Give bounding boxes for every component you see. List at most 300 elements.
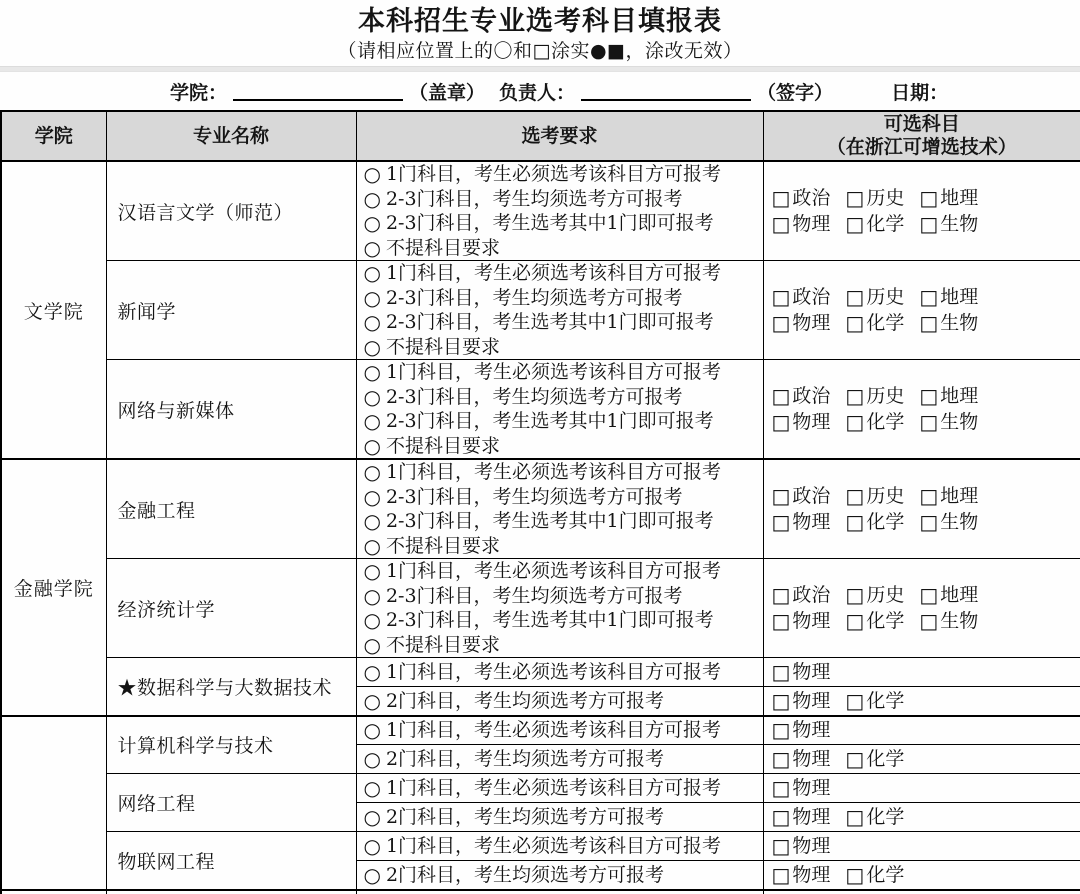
subject-item xyxy=(772,777,831,799)
requirement-option xyxy=(364,187,763,212)
requirement-text: 1门科目，考生必须选考该科目方可报考 xyxy=(385,834,722,857)
requirement-cell xyxy=(356,658,763,687)
subject-item xyxy=(919,213,978,235)
requirement-option xyxy=(364,747,763,772)
requirement-text: 2-3门科目，考生选考其中1门即可报考 xyxy=(385,510,714,532)
subject-label: 地理 xyxy=(940,187,979,209)
checkbox-icon[interactable]: □ xyxy=(845,484,865,508)
subject-label: 物理 xyxy=(792,411,831,433)
subject-item xyxy=(845,213,904,235)
subjects-cell xyxy=(763,832,1080,861)
subject-label: 化学 xyxy=(866,610,905,632)
requirement-cell xyxy=(356,687,763,716)
subjects-cell xyxy=(763,559,1080,658)
checkbox-icon[interactable]: □ xyxy=(919,484,939,508)
title-block xyxy=(0,0,1080,66)
radio-circle-icon[interactable]: ○ xyxy=(363,162,381,186)
requirement-option xyxy=(364,608,763,633)
requirement-option xyxy=(364,509,763,534)
checkbox-icon[interactable]: □ xyxy=(919,186,939,210)
requirement-text: 2-3门科目，考生选考其中1门即可报考 xyxy=(385,311,714,333)
requirement-text: 不提科目要求 xyxy=(385,434,500,457)
major-name-cell: 计算机科学与技术 xyxy=(106,716,356,774)
radio-circle-icon[interactable]: ○ xyxy=(363,559,381,583)
subjects-line xyxy=(772,804,1080,830)
subject-item xyxy=(845,584,904,606)
requirement-cell xyxy=(356,832,763,861)
subjects-line xyxy=(772,310,1080,336)
requirement-text: 2-3门科目，考生选考其中1门即可报考 xyxy=(385,410,714,432)
requirement-option xyxy=(364,335,763,360)
requirement-option xyxy=(364,776,763,801)
subjects-line xyxy=(772,659,1080,685)
subjects-cell xyxy=(763,261,1080,360)
requirement-text: 1门科目，考生必须选考该科目方可报考 xyxy=(385,560,722,582)
requirement-option xyxy=(364,286,763,311)
subjects-cell xyxy=(763,459,1080,559)
checkbox-icon[interactable]: □ xyxy=(919,583,939,607)
checkbox-icon[interactable]: □ xyxy=(771,776,791,800)
requirement-text: 1门科目，考生必须选考该科目方可报考 xyxy=(385,163,722,185)
requirement-text: 1门科目，考生必须选考该科目方可报考 xyxy=(385,461,722,483)
requirement-text: 不提科目要求 xyxy=(385,335,500,358)
header-subjects-line1: 可选科目 xyxy=(883,113,960,135)
subject-label: 物理 xyxy=(792,610,831,632)
subject-label: 生物 xyxy=(940,213,979,235)
subject-item xyxy=(772,835,831,857)
subject-item xyxy=(845,864,904,886)
header-requirement: 选考要求 xyxy=(356,111,763,161)
checkbox-icon[interactable]: □ xyxy=(771,311,791,335)
subject-item xyxy=(772,748,831,770)
checkbox-icon[interactable]: □ xyxy=(845,609,865,633)
header-subjects xyxy=(763,111,1080,161)
requirement-cell xyxy=(356,890,763,894)
requirement-text: 2-3门科目，考生选考其中1门即可报考 xyxy=(385,212,714,234)
subject-label: 生物 xyxy=(940,411,979,433)
requirement-cell xyxy=(356,360,763,460)
major-name-cell: 经济统计学 xyxy=(106,559,356,658)
checkbox-icon[interactable]: □ xyxy=(845,510,865,534)
table-row xyxy=(1,459,1080,559)
subjects-line xyxy=(772,833,1080,859)
radio-circle-icon[interactable]: ○ xyxy=(363,409,381,433)
subject-item xyxy=(772,187,831,209)
subject-label: 化学 xyxy=(866,213,905,235)
requirement-text: 1门科目，考生必须选考该科目方可报考 xyxy=(385,660,722,683)
requirement-option xyxy=(364,718,763,743)
subject-selection-table xyxy=(0,110,1080,894)
requirement-text: 不提科目要求 xyxy=(385,633,500,656)
requirement-option xyxy=(364,385,763,410)
subjects-line xyxy=(772,582,1080,608)
requirement-text: 2门科目，考生均须选考方可报考 xyxy=(385,747,665,770)
checkbox-icon[interactable]: □ xyxy=(771,384,791,408)
requirement-option xyxy=(364,633,763,658)
major-name-cell: 新闻学 xyxy=(106,261,356,360)
subjects-line xyxy=(772,688,1080,714)
requirement-text: 2-3门科目，考生均须选考方可报考 xyxy=(385,584,683,607)
subject-label: 物理 xyxy=(792,312,831,334)
header-college: 学院 xyxy=(1,111,106,161)
radio-circle-icon[interactable]: ○ xyxy=(363,718,381,742)
subject-label: 政治 xyxy=(792,385,831,407)
checkbox-icon[interactable]: □ xyxy=(919,311,939,335)
signature-line xyxy=(0,72,1080,110)
requirement-option xyxy=(364,834,763,859)
table-row xyxy=(1,832,1080,861)
header-subjects-line2: （在浙江可增选技术） xyxy=(826,136,1017,158)
requirement-text: 1门科目，考生必须选考该科目方可报考 xyxy=(385,776,722,799)
requirement-option xyxy=(364,534,763,559)
radio-circle-icon[interactable]: ○ xyxy=(363,775,381,800)
subject-item xyxy=(772,806,831,828)
requirement-text: 不提科目要求 xyxy=(385,534,500,557)
subjects-cell xyxy=(763,774,1080,803)
requirement-text: 2-3门科目，考生选考其中1门即可报考 xyxy=(385,609,714,631)
subjects-line xyxy=(772,862,1080,888)
checkbox-icon[interactable]: □ xyxy=(771,285,791,309)
subject-label: 地理 xyxy=(940,584,979,606)
college-cell: 文学院 xyxy=(1,161,106,459)
radio-circle-icon[interactable]: ○ xyxy=(363,484,381,509)
subject-item xyxy=(772,864,831,886)
subject-label: 物理 xyxy=(792,661,831,683)
subject-item xyxy=(845,748,904,770)
subject-label: 物理 xyxy=(792,806,831,828)
requirement-text: 1门科目，考生必须选考该科目方可报考 xyxy=(385,719,722,741)
subject-item xyxy=(845,286,904,308)
sign-label: （签字） xyxy=(757,81,834,104)
seal-label: （盖章） xyxy=(409,81,486,104)
subject-item xyxy=(919,610,978,632)
subject-label: 物理 xyxy=(792,213,831,235)
subject-item xyxy=(772,286,831,308)
table-row xyxy=(1,161,1080,261)
subjects-cell xyxy=(763,745,1080,774)
subjects-line xyxy=(772,284,1080,310)
radio-circle-icon[interactable]: ○ xyxy=(363,746,381,771)
requirement-option xyxy=(364,162,763,187)
subject-label: 物理 xyxy=(792,719,831,742)
requirement-option xyxy=(364,460,763,485)
requirement-cell xyxy=(356,803,763,832)
radio-circle-icon[interactable]: ○ xyxy=(363,186,381,211)
college-blank-line[interactable] xyxy=(233,79,403,101)
major-name-cell: 汉语言文学（师范） xyxy=(106,161,356,261)
subject-label: 物理 xyxy=(792,748,831,770)
subject-label: 地理 xyxy=(940,385,979,407)
table-body xyxy=(1,161,1080,894)
requirement-option xyxy=(364,485,763,510)
radio-circle-icon[interactable]: ○ xyxy=(363,533,381,558)
major-name-cell: 网络与新媒体 xyxy=(106,360,356,460)
subject-label: 物理 xyxy=(792,511,831,533)
subjects-cell xyxy=(763,360,1080,460)
requirement-option xyxy=(364,360,763,385)
requirement-option xyxy=(364,261,763,286)
requirement-text: 2-3门科目，考生均须选考方可报考 xyxy=(385,385,683,408)
subject-label: 地理 xyxy=(940,286,979,308)
requirement-option xyxy=(364,236,763,261)
requirement-option xyxy=(364,409,763,434)
requirement-option xyxy=(364,863,763,888)
requirement-text: 1门科目，考生必须选考该科目方可报考 xyxy=(385,361,722,383)
subjects-line xyxy=(772,746,1080,772)
checkbox-icon[interactable]: □ xyxy=(845,285,865,309)
subject-item xyxy=(772,485,831,507)
requirement-cell xyxy=(356,716,763,745)
subject-item xyxy=(772,213,831,235)
radio-circle-icon[interactable]: ○ xyxy=(363,583,381,608)
checkbox-icon[interactable]: □ xyxy=(919,212,939,236)
checkbox-icon[interactable]: □ xyxy=(845,212,865,236)
major-name-cell xyxy=(106,890,356,894)
subjects-cell xyxy=(763,161,1080,261)
subject-label: 化学 xyxy=(866,806,905,828)
checkbox-icon[interactable]: □ xyxy=(919,384,939,408)
radio-circle-icon[interactable]: ○ xyxy=(363,433,381,458)
subjects-line xyxy=(772,383,1080,409)
requirement-text: 1门科目，考生必须选考该科目方可报考 xyxy=(385,262,722,284)
requirement-text: 2-3门科目，考生均须选考方可报考 xyxy=(385,286,683,309)
subjects-line xyxy=(772,211,1080,237)
major-name-cell: 网络工程 xyxy=(106,774,356,832)
checkbox-icon[interactable]: □ xyxy=(771,834,791,858)
major-name-cell: 金融工程 xyxy=(106,459,356,559)
subject-label: 政治 xyxy=(792,584,831,606)
checkbox-icon[interactable]: □ xyxy=(771,660,791,684)
table-row xyxy=(1,716,1080,745)
subject-item xyxy=(772,719,831,741)
form-title: 本科招生专业选考科目填报表 xyxy=(358,6,722,37)
college-cell: 金融学院 xyxy=(1,459,106,716)
checkbox-icon[interactable]: □ xyxy=(771,747,791,771)
radio-circle-icon[interactable]: ○ xyxy=(363,334,381,359)
subject-item xyxy=(845,690,904,712)
subject-label: 历史 xyxy=(866,385,905,407)
radio-circle-icon[interactable]: ○ xyxy=(363,211,381,235)
subject-item xyxy=(845,187,904,209)
checkbox-icon[interactable]: □ xyxy=(771,805,791,829)
checkbox-icon[interactable]: □ xyxy=(919,609,939,633)
requirement-text: 2-3门科目，考生均须选考方可报考 xyxy=(385,187,683,210)
subject-item xyxy=(772,610,831,632)
major-name-cell: 物联网工程 xyxy=(106,832,356,890)
table-row xyxy=(1,559,1080,658)
manager-blank-line[interactable] xyxy=(581,79,751,101)
manager-label: 负责人： xyxy=(499,81,576,104)
subject-item xyxy=(772,661,831,683)
checkbox-icon[interactable]: □ xyxy=(845,688,865,713)
table-row xyxy=(1,890,1080,894)
requirement-text: 2门科目，考生均须选考方可报考 xyxy=(385,805,665,828)
subject-item xyxy=(845,411,904,433)
table-row xyxy=(1,658,1080,687)
radio-circle-icon[interactable]: ○ xyxy=(363,804,381,829)
checkbox-icon[interactable]: □ xyxy=(845,410,865,434)
subject-label: 地理 xyxy=(940,485,979,507)
checkbox-icon[interactable]: □ xyxy=(771,410,791,434)
subject-label: 历史 xyxy=(866,187,905,209)
subject-item xyxy=(772,690,831,712)
subjects-cell xyxy=(763,803,1080,832)
subject-label: 化学 xyxy=(866,312,905,334)
radio-circle-icon[interactable]: ○ xyxy=(363,235,381,260)
header-row xyxy=(1,111,1080,161)
requirement-text: 不提科目要求 xyxy=(385,236,500,259)
subjects-cell xyxy=(763,890,1080,894)
subject-item xyxy=(919,187,978,209)
requirement-cell xyxy=(356,261,763,360)
subjects-line xyxy=(772,483,1080,509)
checkbox-icon[interactable]: □ xyxy=(771,688,791,713)
requirement-option xyxy=(364,310,763,335)
header-major: 专业名称 xyxy=(106,111,356,161)
subject-label: 物理 xyxy=(792,835,831,857)
subjects-line xyxy=(772,717,1080,743)
checkbox-icon[interactable]: □ xyxy=(845,583,865,607)
checkbox-icon[interactable]: □ xyxy=(845,747,865,771)
subject-item xyxy=(772,411,831,433)
table-row xyxy=(1,261,1080,360)
college-label: 学院： xyxy=(170,81,228,104)
date-label: 日期： xyxy=(891,81,949,104)
subject-label: 政治 xyxy=(792,286,831,308)
table-row xyxy=(1,360,1080,460)
subject-label: 历史 xyxy=(866,286,905,308)
subject-item xyxy=(772,312,831,334)
requirement-option xyxy=(364,805,763,830)
subject-item xyxy=(845,806,904,828)
subject-label: 化学 xyxy=(866,863,905,886)
subjects-line xyxy=(772,608,1080,634)
subjects-line xyxy=(772,185,1080,211)
subject-item xyxy=(772,385,831,407)
requirement-text: 2门科目，考生均须选考方可报考 xyxy=(385,863,665,886)
subject-item xyxy=(919,511,978,533)
subjects-line xyxy=(772,509,1080,535)
radio-circle-icon[interactable]: ○ xyxy=(363,862,381,887)
subject-label: 政治 xyxy=(792,187,831,209)
subject-label: 物理 xyxy=(792,863,831,886)
checkbox-icon[interactable]: □ xyxy=(771,510,791,534)
requirement-cell xyxy=(356,774,763,803)
subject-label: 物理 xyxy=(792,689,831,712)
requirement-cell xyxy=(356,161,763,261)
requirement-cell xyxy=(356,459,763,559)
subject-item xyxy=(845,385,904,407)
checkbox-icon[interactable]: □ xyxy=(919,410,939,434)
subject-item xyxy=(845,312,904,334)
subject-label: 生物 xyxy=(940,610,979,632)
checkbox-icon[interactable]: □ xyxy=(771,609,791,633)
subject-item xyxy=(919,385,978,407)
checkbox-icon[interactable]: □ xyxy=(845,384,865,408)
requirement-text: 2门科目，考生均须选考方可报考 xyxy=(385,689,665,712)
checkbox-icon[interactable]: □ xyxy=(919,285,939,309)
radio-circle-icon[interactable]: ○ xyxy=(363,608,381,632)
requirement-option xyxy=(364,559,763,584)
radio-circle-icon[interactable]: ○ xyxy=(363,688,381,713)
subject-label: 化学 xyxy=(866,689,905,712)
checkbox-icon[interactable]: □ xyxy=(771,583,791,607)
subject-item xyxy=(919,286,978,308)
subject-item xyxy=(919,485,978,507)
radio-circle-icon[interactable]: ○ xyxy=(363,285,381,310)
college-cell xyxy=(1,716,106,890)
requirement-cell xyxy=(356,745,763,774)
subjects-cell xyxy=(763,687,1080,716)
requirement-option xyxy=(364,660,763,685)
checkbox-icon[interactable]: □ xyxy=(771,718,791,743)
subjects-line xyxy=(772,409,1080,435)
subject-item xyxy=(919,584,978,606)
checkbox-icon[interactable]: □ xyxy=(845,186,865,210)
subject-item xyxy=(919,312,978,334)
requirement-option xyxy=(364,689,763,714)
radio-circle-icon[interactable]: ○ xyxy=(363,460,381,484)
subject-label: 历史 xyxy=(866,584,905,606)
college-cell xyxy=(1,890,106,894)
checkbox-icon[interactable]: □ xyxy=(771,186,791,210)
subject-item xyxy=(772,511,831,533)
form-subtitle: （请相应位置上的〇和□涂实●■，涂改无效） xyxy=(337,40,743,62)
requirement-option xyxy=(364,434,763,459)
table-row xyxy=(1,774,1080,803)
major-name-cell: ★数据科学与大数据技术 xyxy=(106,658,356,716)
subject-label: 政治 xyxy=(792,485,831,507)
subject-label: 化学 xyxy=(866,411,905,433)
radio-circle-icon[interactable]: ○ xyxy=(363,632,381,657)
checkbox-icon[interactable]: □ xyxy=(771,212,791,236)
subject-item xyxy=(845,610,904,632)
checkbox-icon[interactable]: □ xyxy=(771,484,791,508)
radio-circle-icon[interactable]: ○ xyxy=(363,833,381,858)
radio-circle-icon[interactable]: ○ xyxy=(363,360,381,384)
subject-label: 历史 xyxy=(866,485,905,507)
subject-label: 化学 xyxy=(866,748,905,770)
radio-circle-icon[interactable]: ○ xyxy=(363,310,381,334)
requirement-option xyxy=(364,584,763,609)
checkbox-icon[interactable]: □ xyxy=(771,862,791,887)
checkbox-icon[interactable]: □ xyxy=(845,805,865,829)
requirement-cell xyxy=(356,861,763,890)
subject-item xyxy=(772,584,831,606)
requirement-cell xyxy=(356,559,763,658)
radio-circle-icon[interactable]: ○ xyxy=(363,659,381,684)
checkbox-icon[interactable]: □ xyxy=(919,510,939,534)
subject-label: 化学 xyxy=(866,511,905,533)
subject-label: 生物 xyxy=(940,511,979,533)
subject-item xyxy=(845,485,904,507)
subject-label: 物理 xyxy=(792,777,831,799)
checkbox-icon[interactable]: □ xyxy=(845,862,865,887)
checkbox-icon[interactable]: □ xyxy=(845,311,865,335)
radio-circle-icon[interactable]: ○ xyxy=(363,509,381,533)
subjects-cell xyxy=(763,716,1080,745)
subject-item xyxy=(845,511,904,533)
requirement-option xyxy=(364,211,763,236)
subjects-cell xyxy=(763,658,1080,687)
radio-circle-icon[interactable]: ○ xyxy=(363,384,381,409)
subjects-cell xyxy=(763,861,1080,890)
requirement-text: 2-3门科目，考生均须选考方可报考 xyxy=(385,485,683,508)
subject-label: 生物 xyxy=(940,312,979,334)
radio-circle-icon[interactable]: ○ xyxy=(363,261,381,285)
subject-item xyxy=(919,411,978,433)
subjects-line xyxy=(772,775,1080,801)
